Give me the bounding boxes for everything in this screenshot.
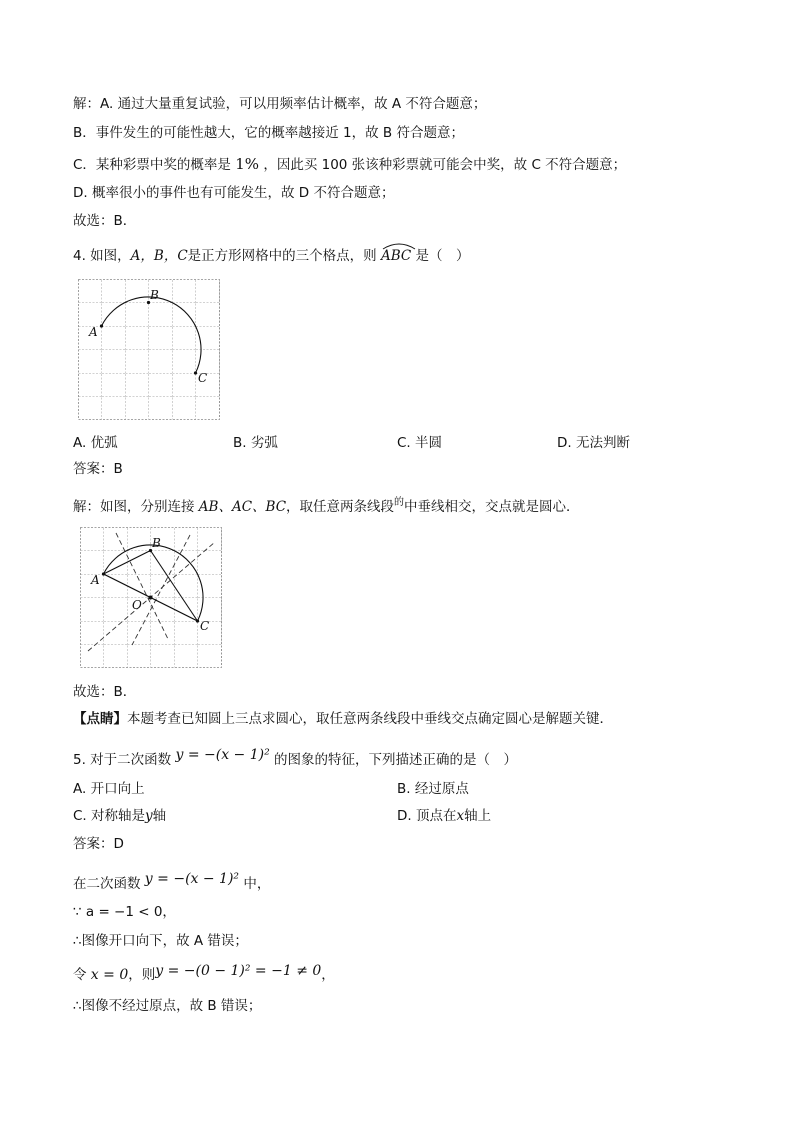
q5-option-d <box>397 806 491 826</box>
q4-explain-small: 的 <box>394 497 405 508</box>
q5-sol4-m2: y = −(0 − 1)² = −1 ≠ 0 <box>155 963 322 979</box>
q5-option-c <box>73 806 166 826</box>
q4-option-d: D. 无法判断 <box>557 435 630 451</box>
q5-solution-line-3: ∴图像开口向下，故 A 错误； <box>73 933 248 949</box>
dianjing-text: 本题考查已知圆上三点求圆心，取任意两条线段中垂线交点确定圆心是解题关键． <box>127 711 613 727</box>
q4-option-b: B. 劣弧 <box>233 435 278 451</box>
q5-sol4-mid: ，则 <box>128 967 156 983</box>
q4-explain-segs: AB、AC、BC <box>198 499 287 515</box>
fig2-label-b: B <box>152 536 161 550</box>
q5-stem <box>73 747 518 770</box>
q5-answer: 答案：D <box>73 836 124 852</box>
q3-solution-line-a: 解：A. 通过大量重复试验，可以用频率估计概率，故 A 不符合题意； <box>73 96 487 112</box>
q5-sol4-pre: 令 <box>73 967 87 983</box>
q4-stem-mid: 是正方形网格中的三个格点，则 <box>187 248 377 264</box>
q4-stem-post: 是（ ） <box>415 248 470 264</box>
q3-line-c-math: 1% <box>235 155 260 173</box>
q3-solution-line-d: D. 概率很小的事件也有可能发生，故 D 不符合题意； <box>73 185 395 201</box>
q4-option-a: A. 优弧 <box>73 435 118 451</box>
q5-option-d-var: x <box>456 808 465 824</box>
dianjing-tag: 【点睛】 <box>73 711 127 727</box>
q4-dianjing <box>73 709 613 729</box>
q3-solution-line-b: B．事件发生的可能性越大，它的概率越接近 1，故 B 符合题意； <box>73 125 464 141</box>
q5-solution-line-4 <box>73 965 335 985</box>
fig2-label-a: A <box>91 573 100 587</box>
q4-figure-perpendicular-bisectors <box>80 527 222 668</box>
q5-sol4-post: ， <box>321 967 335 983</box>
q5-option-b: B. 经过原点 <box>397 781 469 797</box>
q5-option-d-end: 轴上 <box>464 808 492 824</box>
q5-func: y = −(x − 1)² <box>175 747 270 763</box>
q5-solution-line-2: ∵ a = −1 < 0， <box>73 904 176 920</box>
q5-option-c-end: 轴 <box>152 808 167 824</box>
fig1-label-a: A <box>89 325 98 339</box>
q4-explain-pre: 解：如图，分别连接 <box>73 499 195 515</box>
q4-stem-pre: 4. 如图， <box>73 248 131 264</box>
q3-solution-line-c <box>73 154 626 175</box>
q4-explain-post: 中垂线相交，交点就是圆心． <box>404 499 580 515</box>
q5-solution-line-1 <box>73 871 271 894</box>
arc-overline-icon <box>381 240 417 250</box>
q5-option-c-var: y <box>145 808 153 824</box>
q5-option-c-text: C. 对称轴是 <box>73 808 146 824</box>
q5-option-d-text: D. 顶点在 <box>397 808 457 824</box>
q4-option-c: C. 半圆 <box>397 435 443 451</box>
q4-explanation <box>73 493 580 517</box>
q4-answer: 答案：B <box>73 461 123 477</box>
q5-sol1-pre: 在二次函数 <box>73 876 141 892</box>
q5-stem-post: 的图象的特征，下列描述正确的是（ ） <box>274 752 518 768</box>
fig2-label-o: O <box>132 598 142 612</box>
fig1-label-b: B <box>150 288 159 302</box>
q5-option-a: A. 开口向上 <box>73 781 145 797</box>
q5-sol1-math: y = −(x − 1)² <box>144 871 240 887</box>
q5-solution-line-5: ∴图像不经过原点，故 B 错误； <box>73 998 262 1014</box>
q5-sol4-m1: x = 0 <box>90 967 129 983</box>
q5-sol1-post: 中， <box>243 876 271 892</box>
q4-stem-vars: A，B，C <box>130 248 188 264</box>
fig1-label-c: C <box>198 371 208 385</box>
fig2-label-c: C <box>200 619 210 633</box>
q3-line-c-post: ，因此买 100 张该种彩票就可能会中奖，故 C 不符合题意； <box>263 157 627 173</box>
q4-arc-notation <box>381 246 411 266</box>
q4-explain-mid: ，取任意两条线段 <box>286 499 395 515</box>
q4-arc-label: ABC <box>380 248 412 264</box>
q4-figure-grid-arc <box>78 279 220 420</box>
q4-stem <box>73 246 470 266</box>
q4-choose: 故选：B． <box>73 684 137 700</box>
q5-stem-pre: 5. 对于二次函数 <box>73 752 172 768</box>
q3-line-c-pre: C．某种彩票中奖的概率是 <box>73 157 231 173</box>
q3-answer: 故选：B． <box>73 213 137 229</box>
